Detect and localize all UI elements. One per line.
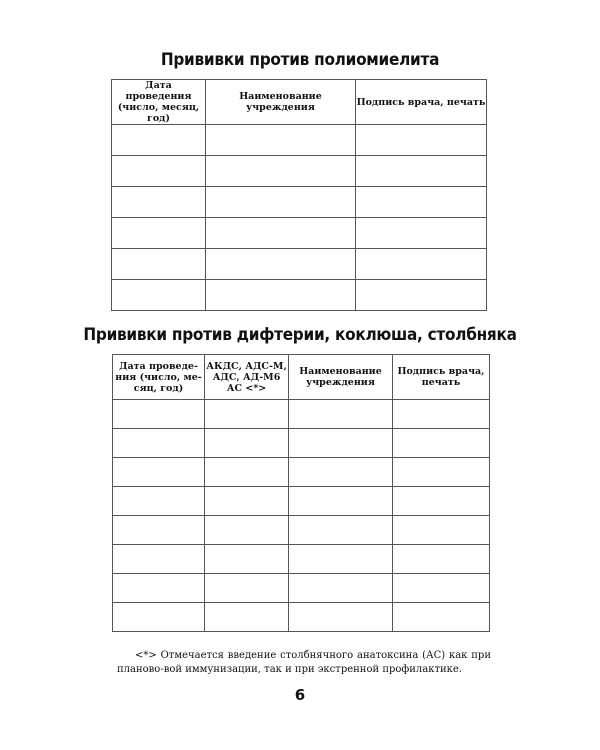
table-cell bbox=[356, 280, 487, 311]
table-cell bbox=[205, 458, 289, 487]
table-cell bbox=[393, 458, 490, 487]
table-cell bbox=[206, 125, 356, 156]
table-row bbox=[112, 249, 487, 280]
table-cell bbox=[393, 603, 490, 632]
table-cell bbox=[112, 280, 206, 311]
section-title-dtp: Прививки против дифтерии, коклюша, столбняка bbox=[83, 325, 517, 345]
table-cell bbox=[112, 125, 206, 156]
table-cell bbox=[206, 249, 356, 280]
table-cell bbox=[393, 545, 490, 574]
header-vaccine bbox=[205, 355, 289, 400]
table-cell bbox=[113, 458, 205, 487]
table-cell bbox=[289, 487, 393, 516]
table-header-row bbox=[112, 80, 487, 125]
table-cell bbox=[356, 187, 487, 218]
table-cell bbox=[205, 545, 289, 574]
table-row bbox=[112, 218, 487, 249]
table-row bbox=[112, 125, 487, 156]
table-cell bbox=[205, 603, 289, 632]
header-institution-text: Наименование учреждения bbox=[239, 91, 322, 113]
section-title-polio: Прививки против полиомиелита bbox=[160, 50, 440, 70]
table-row bbox=[113, 400, 490, 429]
table-cell bbox=[113, 429, 205, 458]
header-vaccine-text: АКДС, АДС-М, АДС, АД-М6 АС <*> bbox=[206, 360, 287, 394]
table-row bbox=[113, 603, 490, 632]
header-institution bbox=[206, 80, 356, 125]
table-cell bbox=[205, 574, 289, 603]
header-signature bbox=[393, 355, 490, 400]
table-cell bbox=[112, 187, 206, 218]
table-cell bbox=[393, 429, 490, 458]
header-date bbox=[113, 355, 205, 400]
table-cell bbox=[206, 280, 356, 311]
table-row bbox=[113, 458, 490, 487]
table-row bbox=[113, 487, 490, 516]
table-row bbox=[112, 280, 487, 311]
table-cell bbox=[205, 429, 289, 458]
footnote: <*> Отмечается введение столбнячного анатоксина (АС) как при планово-вой иммунизации, так и при экстренной профилактике. bbox=[117, 650, 491, 675]
polio-vaccination-table bbox=[111, 79, 487, 311]
table-cell bbox=[113, 603, 205, 632]
table-cell bbox=[206, 218, 356, 249]
table-cell bbox=[113, 574, 205, 603]
table-cell bbox=[289, 516, 393, 545]
table-cell bbox=[393, 516, 490, 545]
table-cell bbox=[356, 249, 487, 280]
table-row bbox=[113, 429, 490, 458]
table-row bbox=[112, 187, 487, 218]
header-signature-text: Подпись врача, печать bbox=[356, 96, 486, 108]
table-cell bbox=[393, 400, 490, 429]
table-row bbox=[113, 516, 490, 545]
table-cell bbox=[289, 429, 393, 458]
table-cell bbox=[356, 218, 487, 249]
table-cell bbox=[113, 400, 205, 429]
table-cell bbox=[289, 603, 393, 632]
header-signature bbox=[356, 80, 487, 125]
table-cell bbox=[289, 545, 393, 574]
header-date-text: Дата проведе- ния (число, ме- сяц, год) bbox=[115, 360, 202, 394]
table-cell bbox=[206, 156, 356, 187]
table-header-row bbox=[113, 355, 490, 400]
header-institution-text: Наименование учреждения bbox=[299, 366, 382, 388]
table-cell bbox=[289, 458, 393, 487]
table-cell bbox=[112, 156, 206, 187]
table-cell bbox=[289, 400, 393, 429]
header-date bbox=[112, 80, 206, 125]
table-row bbox=[113, 574, 490, 603]
table-cell bbox=[113, 545, 205, 574]
table-cell bbox=[393, 574, 490, 603]
table-row bbox=[112, 156, 487, 187]
table-cell bbox=[113, 487, 205, 516]
table-cell bbox=[356, 125, 487, 156]
header-institution bbox=[289, 355, 393, 400]
header-date-text: Дата проведения (число, месяц, год) bbox=[117, 80, 200, 124]
table-cell bbox=[205, 400, 289, 429]
table-cell bbox=[206, 187, 356, 218]
table-cell bbox=[289, 574, 393, 603]
table-cell bbox=[112, 218, 206, 249]
table-cell bbox=[356, 156, 487, 187]
table-cell bbox=[205, 516, 289, 545]
table-cell bbox=[205, 487, 289, 516]
table-cell bbox=[112, 249, 206, 280]
header-signature-text: Подпись врача, печать bbox=[397, 366, 485, 388]
page-number: 6 bbox=[294, 686, 306, 704]
table-cell bbox=[393, 487, 490, 516]
table-row bbox=[113, 545, 490, 574]
dtp-vaccination-table bbox=[112, 354, 490, 632]
table-cell bbox=[113, 516, 205, 545]
